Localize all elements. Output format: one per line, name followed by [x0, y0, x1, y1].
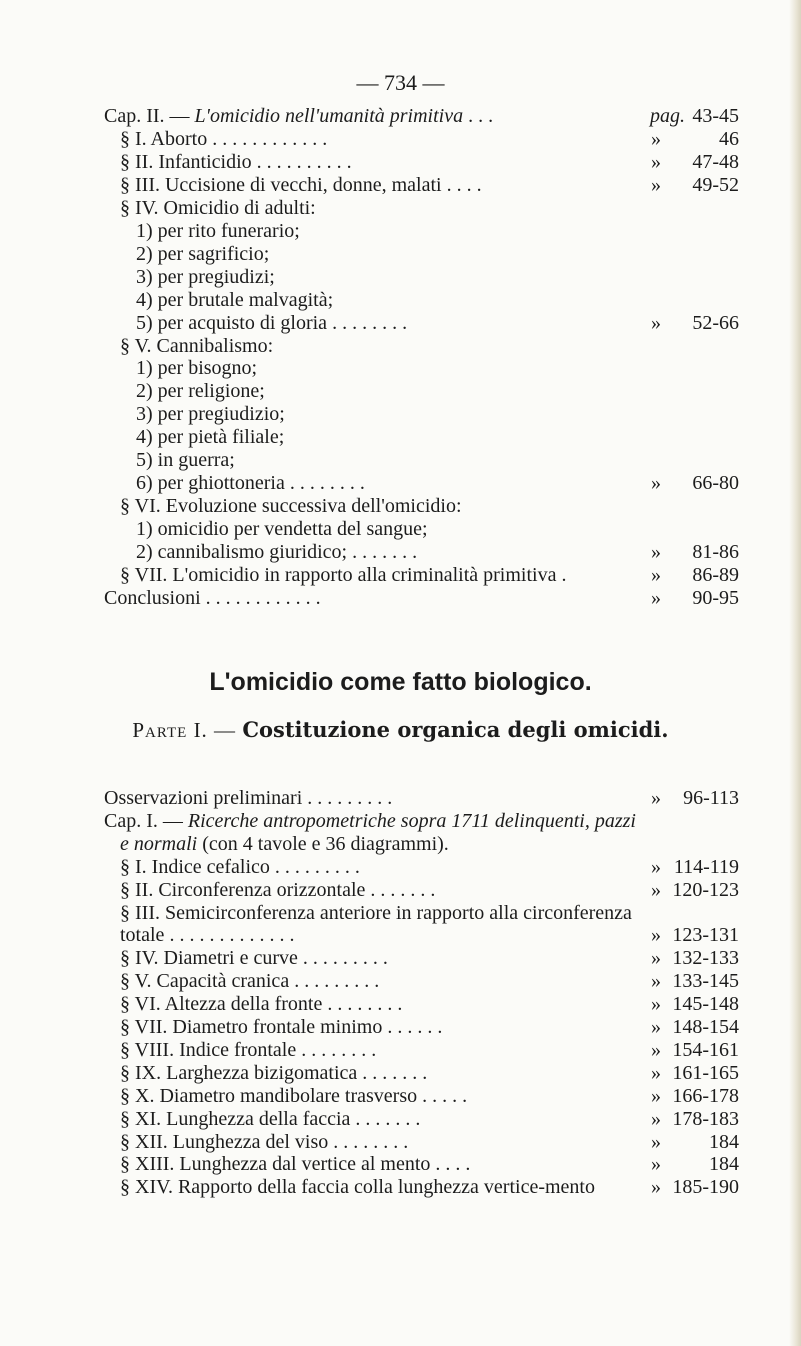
entry-text: § V. Cannibalismo: [120, 334, 274, 357]
entry-text: 4) per pietà filiale; [136, 426, 285, 449]
ditto-mark: » [651, 564, 661, 586]
leader-dots: . . . . [430, 1153, 471, 1176]
page-range: 120-123 [672, 878, 739, 901]
leader-dots: . . . . . . . . [327, 311, 408, 334]
leader-dots: . . . . . [417, 1084, 468, 1107]
entry-text: 5) in guerra; [136, 449, 235, 472]
ditto-mark: » [651, 1153, 661, 1176]
entry-text: 3) per pregiudizi; [136, 265, 275, 288]
page-range: 47-48 [692, 150, 739, 173]
ditto-mark: » [651, 150, 661, 173]
page-range: 145-148 [672, 993, 739, 1016]
entry-text: § III. Uccisione di vecchi, donne, malati [120, 173, 442, 196]
entry-text: 3) per pregiudizio; [136, 403, 285, 426]
entry-text: 1) omicidio per vendetta del sangue; [136, 518, 428, 541]
entry-italic-title: e normali [120, 832, 198, 855]
leader-dots: . . . . . . . [357, 1061, 428, 1084]
ditto-mark: » [651, 970, 661, 993]
entry-text: § II. Infanticidio [120, 150, 252, 173]
leader-dots: . . . . . . . . . [302, 787, 393, 809]
page-range: 161-165 [672, 1061, 739, 1084]
ditto-mark: » [651, 1130, 661, 1153]
entry-text: 2) per sagrificio; [136, 242, 270, 265]
ditto-mark: » [651, 993, 661, 1016]
page-edge [789, 0, 801, 1346]
leader-dots: . . . . . . . . [296, 1038, 377, 1061]
entry-text: 1) per bisogno; [136, 357, 258, 380]
entry-text: 4) per brutale malvagità; [136, 288, 334, 311]
page-range: 123-131 [672, 924, 739, 947]
entry-text: 6) per ghiottoneria [136, 472, 285, 495]
page-range: 86-89 [692, 564, 739, 586]
ditto-mark: » [651, 1107, 661, 1130]
leader-dots: . . . . . . [382, 1016, 443, 1038]
leader-dots: . . . . . . . . [322, 993, 403, 1016]
page-range: 43-45 [692, 105, 739, 127]
entry-text: § XII. Lunghezza del viso [120, 1130, 329, 1153]
page-range: 154-161 [672, 1038, 739, 1061]
entry-text: 5) per acquisto di gloria [136, 311, 328, 334]
entry-text: 2) per religione; [136, 380, 265, 403]
entry-text: § X. Diametro mandibolare trasverso [120, 1084, 418, 1107]
parte-title: Costituzione organica degli omicidi. [242, 717, 669, 742]
page-range: 185-190 [672, 1176, 739, 1199]
page-range: 178-183 [672, 1107, 739, 1130]
entry-text: § VII. L'omicidio in rapporto alla criminalità primitiva [120, 564, 557, 586]
ditto-mark: » [651, 311, 661, 334]
leader-dots: . [556, 564, 567, 586]
ditto-mark: » [651, 878, 661, 901]
section-title: L'omicidio come fatto biologico. [209, 668, 592, 696]
entry-label [104, 585, 321, 611]
ditto-mark: » [651, 586, 661, 609]
entry-text: § XIV. Rapporto della faccia colla lunghezza vertice-mento [120, 1176, 595, 1199]
entry-text: § I. Indice cefalico [120, 855, 270, 878]
ditto-mark: » [651, 1084, 661, 1107]
leader-dots: . . . . . . . [347, 541, 418, 564]
page-range: 49-52 [692, 173, 739, 196]
leader-dots: . . . . . . . [365, 878, 436, 901]
page-range: 52-66 [692, 311, 739, 334]
page-range: 166-178 [672, 1084, 739, 1107]
leader-dots: . . . . . . . . . . . . [200, 586, 321, 609]
entry-text: § V. Capacità cranica [120, 970, 290, 993]
entry-italic-title: Ricerche antropometriche sopra 1711 delinquenti, pazzi [187, 809, 636, 832]
ditto-mark: » [651, 947, 661, 970]
entry-text: § VII. Diametro frontale minimo [120, 1016, 383, 1038]
ditto-mark: » [651, 1016, 661, 1038]
leader-dots: . . . . . . . . [328, 1130, 409, 1153]
entry-text: 2) cannibalismo giuridico; [136, 541, 348, 564]
entry-text: § II. Circonferenza orizzontale [120, 878, 366, 901]
entry-text: § VI. Evoluzione successiva dell'omicidio: [120, 495, 462, 518]
entry-label [120, 1174, 595, 1200]
ditto-mark: » [651, 787, 661, 809]
ditto-mark: » [651, 541, 661, 564]
entry-note: (con 4 tavole e 36 diagrammi). [197, 832, 449, 855]
entry-text: § VIII. Indice frontale [120, 1038, 297, 1061]
entry-text: § I. Aborto [120, 127, 208, 150]
leader-dots: . . . . . . . [350, 1107, 421, 1130]
entry-text: Cap. I. — [104, 809, 188, 832]
page-range: 184 [709, 1130, 739, 1153]
page-range: 46 [719, 127, 739, 150]
leader-dots: . . . . . . . . . . . . [207, 127, 328, 150]
ditto-mark: » [651, 127, 661, 150]
toc-entry [0, 585, 801, 611]
ditto-mark: » [651, 173, 661, 196]
pag-abbrev: pag. [650, 105, 685, 127]
entry-text: § IX. Larghezza bizigomatica [120, 1061, 358, 1084]
page-number: — 734 — [356, 70, 445, 95]
leader-dots: . . . [463, 105, 494, 127]
page-range: 184 [709, 1153, 739, 1176]
page-range: 114-119 [673, 855, 739, 878]
leader-dots: . . . . . . . . . [269, 855, 360, 878]
page-range: 81-86 [692, 541, 739, 564]
entry-italic-title: L'omicidio nell'umanità primitiva [194, 105, 464, 127]
ditto-mark: » [651, 1176, 661, 1199]
entry-text: 1) per rito funerario; [136, 219, 300, 242]
page-range: 132-133 [672, 947, 739, 970]
page-range: 148-154 [672, 1016, 739, 1038]
entry-text: § IV. Omicidio di adulti: [120, 196, 316, 219]
entry-text: Osservazioni preliminari [104, 787, 303, 809]
parte-prefix: Parte I. — [132, 718, 243, 742]
page-range: 90-95 [692, 586, 739, 609]
ditto-mark: » [651, 1061, 661, 1084]
entry-text: § III. Semicirconferenza anteriore in rapporto alla circonferenza [120, 901, 632, 924]
ditto-mark: » [651, 924, 661, 947]
leader-dots: . . . . . . . . [284, 472, 365, 495]
ditto-mark: » [651, 1038, 661, 1061]
page-range: 66-80 [692, 472, 739, 495]
entry-text: § XI. Lunghezza della faccia [120, 1107, 351, 1130]
entry-text: totale [120, 924, 165, 947]
entry-text: Cap. II. — [104, 105, 195, 127]
toc-entry [0, 1174, 801, 1200]
page-range: 96-113 [683, 787, 739, 809]
ditto-mark: » [651, 855, 661, 878]
page-range: 133-145 [672, 970, 739, 993]
leader-dots: . . . . . . . . . [297, 947, 388, 970]
entry-text: § VI. Altezza della fronte [120, 993, 323, 1016]
entry-text: Conclusioni [104, 586, 201, 609]
leader-dots: . . . . . . . . . . [251, 150, 352, 173]
leader-dots: . . . . . . . . . [289, 970, 380, 993]
entry-text: § XIII. Lunghezza dal vertice al mento [120, 1153, 431, 1176]
parte-heading [0, 717, 801, 743]
entry-text: § IV. Diametri e curve [120, 947, 298, 970]
leader-dots: . . . . [441, 173, 482, 196]
leader-dots: . . . . . . . . . . . . . [164, 924, 295, 947]
ditto-mark: » [651, 472, 661, 495]
